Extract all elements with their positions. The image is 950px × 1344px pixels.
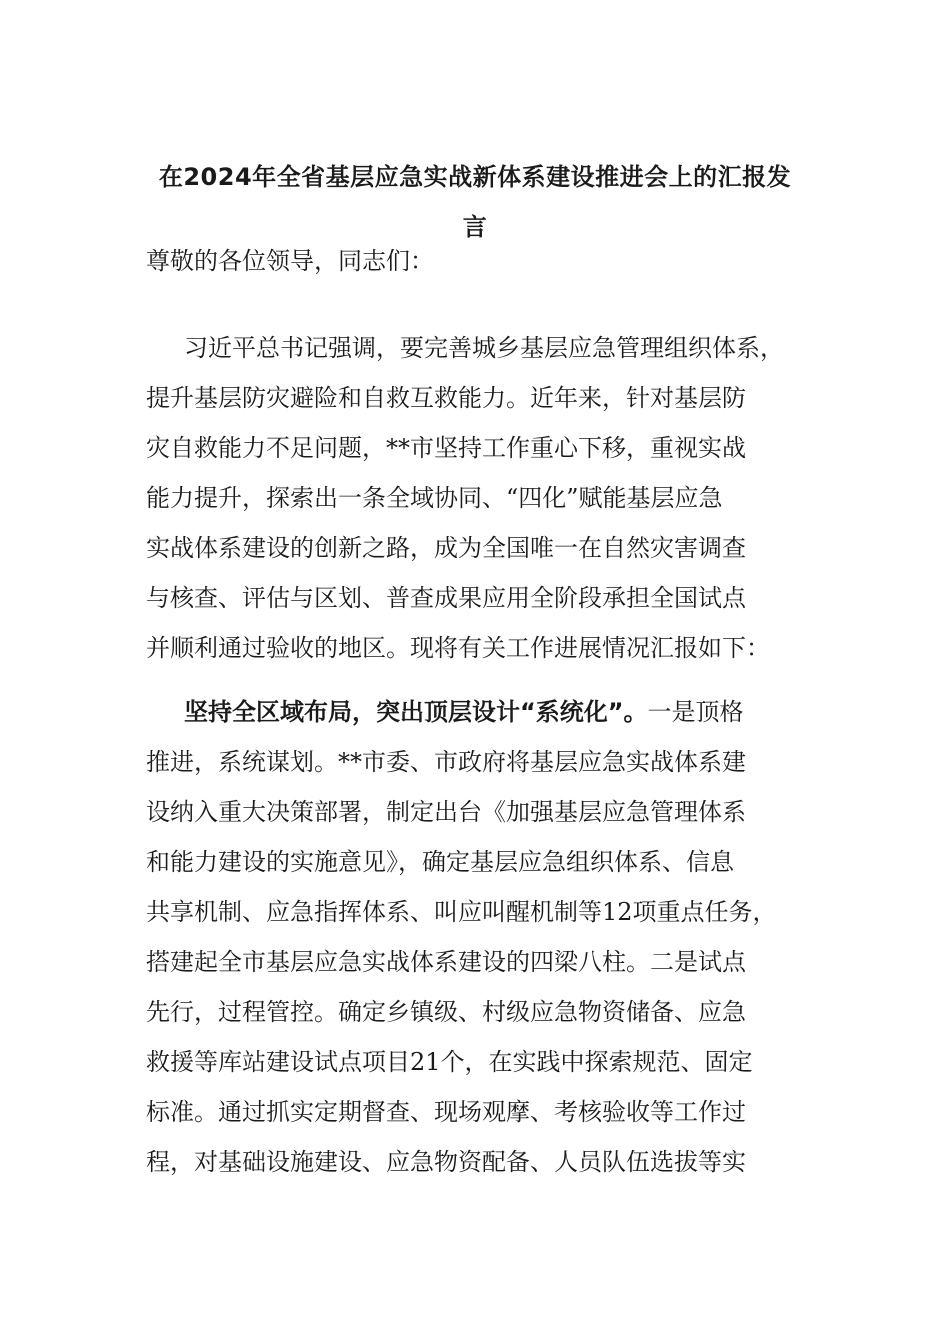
salutation: 尊敬的各位领导，同志们： bbox=[146, 247, 434, 275]
paragraph1-line-7: 并顺利通过验收的地区。现将有关工作进展情况汇报如下： bbox=[146, 634, 770, 662]
paragraph1-line-1: 习近平总书记强调，要完善城乡基层应急管理组织体系， bbox=[184, 334, 784, 362]
paragraph2-line-4: 和能力建设的实施意见》，确定基层应急组织体系、信息 bbox=[146, 848, 734, 876]
paragraph1-line-2: 提升基层防灾避险和自救互救能力。近年来，针对基层防 bbox=[146, 384, 746, 412]
paragraph2-line-7: 先行，过程管控。确定乡镇级、村级应急物资储备、应急 bbox=[146, 998, 746, 1026]
paragraph1-line-3: 灾自救能力不足问题，**市坚持工作重心下移，重视实战 bbox=[146, 434, 746, 462]
paragraph2-line-2: 推进，系统谋划。**市委、市政府将基层应急实战体系建 bbox=[146, 748, 746, 776]
paragraph2-line-1 bbox=[184, 687, 744, 737]
title-line-1: 在2024年全省基层应急实战新体系建设推进会上的汇报发 bbox=[158, 163, 792, 191]
paragraph2-line-9: 标准。通过抓实定期督查、现场观摩、考核验收等工作过 bbox=[146, 1098, 746, 1126]
paragraph1-line-5: 实战体系建设的创新之路，成为全国唯一在自然灾害调查 bbox=[146, 534, 746, 562]
paragraph2-heading: 坚持全区域布局，突出顶层设计“系统化”。 bbox=[184, 698, 648, 726]
paragraph2-line-8: 救援等库站建设试点项目21个，在实践中探索规范、固定 bbox=[146, 1048, 753, 1076]
paragraph1-line-6: 与核查、评估与区划、普查成果应用全阶段承担全国试点 bbox=[146, 584, 746, 612]
paragraph2-line-10: 程，对基础设施建设、应急物资配备、人员队伍选拔等实 bbox=[146, 1148, 746, 1176]
paragraph2-line-5: 共享机制、应急指挥体系、叫应叫醒机制等12项重点任务， bbox=[146, 898, 777, 926]
paragraph1-line-4: 能力提升，探索出一条全域协同、“四化”赋能基层应急 bbox=[146, 484, 723, 512]
paragraph2-line-3: 设纳入重大决策部署，制定出台《加强基层应急管理体系 bbox=[146, 798, 746, 826]
paragraph2-first-rest: 一是顶格 bbox=[647, 698, 744, 726]
title-line-2: 言 bbox=[462, 213, 488, 241]
paragraph2-line-6: 搭建起全市基层应急实战体系建设的四梁八柱。二是试点 bbox=[146, 948, 746, 976]
